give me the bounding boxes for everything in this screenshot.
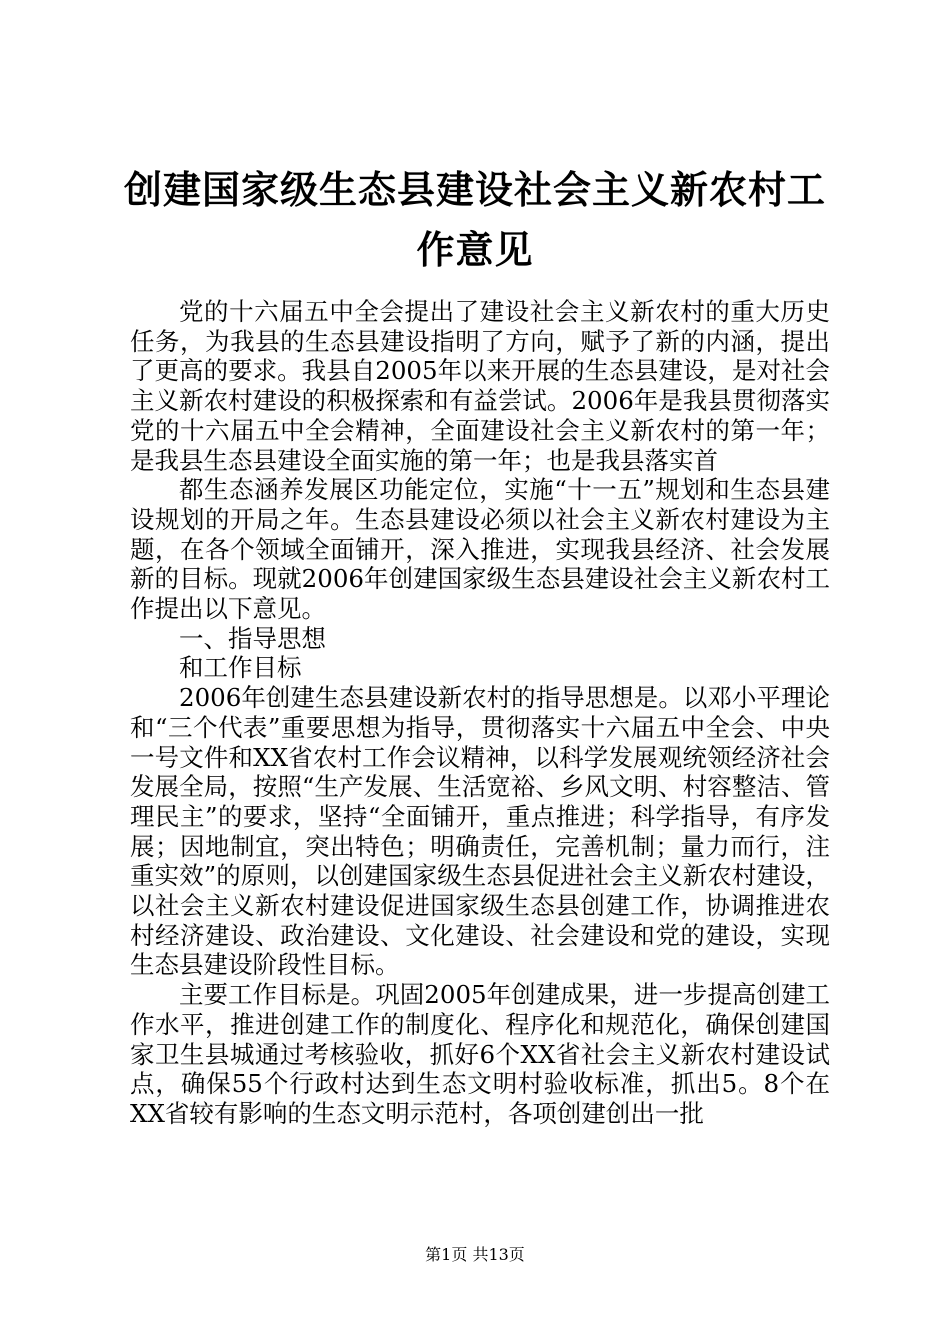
document-title: 创建国家级生态县建设社会主义新农村工作意见: [123, 167, 826, 272]
paragraph: 2006年创建生态县建设新农村的指导思想是。以邓小平理论和“三个代表”重要思想为指导，贯彻落实十六届五中全会、中央一号文件和XX省农村工作会议精神，以科学发展观统领经济社会发展全局，按照“生产发展、生活宽裕、乡风文明、村容整洁、管理民主”的要求，坚持“全面铺开，重点推进；科学指导，有序发展；因地制宜，突出特色；明确责任，完善机制；量力而行，注重实效”的原则，以创建国家级生态县促进社会主义新农村建设，以社会主义新农村建设促进国家级生态县创建工作，协调推进农村经济建设、政治建设、文化建设、社会建设和党的建设，实现生态县建设阶段性目标。: [130, 683, 830, 980]
paragraph: 主要工作目标是。巩固2005年创建成果，进一步提高创建工作水平，推进创建工作的制度化、程序化和规范化，确保创建国家卫生县城通过考核验收，抓好6个XX省社会主义新农村建设试点，确保55个行政村达到生态文明村验收标准，抓出5。8个在XX省较有影响的生态文明示范村，各项创建创出一批: [130, 980, 830, 1128]
section-heading-continued: 和工作目标: [179, 653, 302, 683]
paragraph: 党的十六届五中全会提出了建设社会主义新农村的重大历史任务，为我县的生态县建设指明了方向，赋予了新的内涵，提出了更高的要求。我县自2005年以来开展的生态县建设，是对社会主义新农村建设的积极探索和有益尝试。2006年是我县贯彻落实党的十六届五中全会精神，全面建设社会主义新农村的第一年；是我县生态县建设全面实施的第一年；也是我县落实首: [130, 297, 830, 475]
document-body: [130, 297, 830, 1129]
section-heading: 一、指导思想: [179, 623, 326, 653]
paragraph: 都生态涵养发展区功能定位，实施“十一五”规划和生态县建设规划的开局之年。生态县建设必须以社会主义新农村建设为主题，在各个领域全面铺开，深入推进，实现我县经济、社会发展新的目标。现就2006年创建国家级生态县建设社会主义新农村工作提出以下意见。: [130, 475, 830, 624]
page-footer: 第1页 共13页: [425, 1245, 525, 1264]
